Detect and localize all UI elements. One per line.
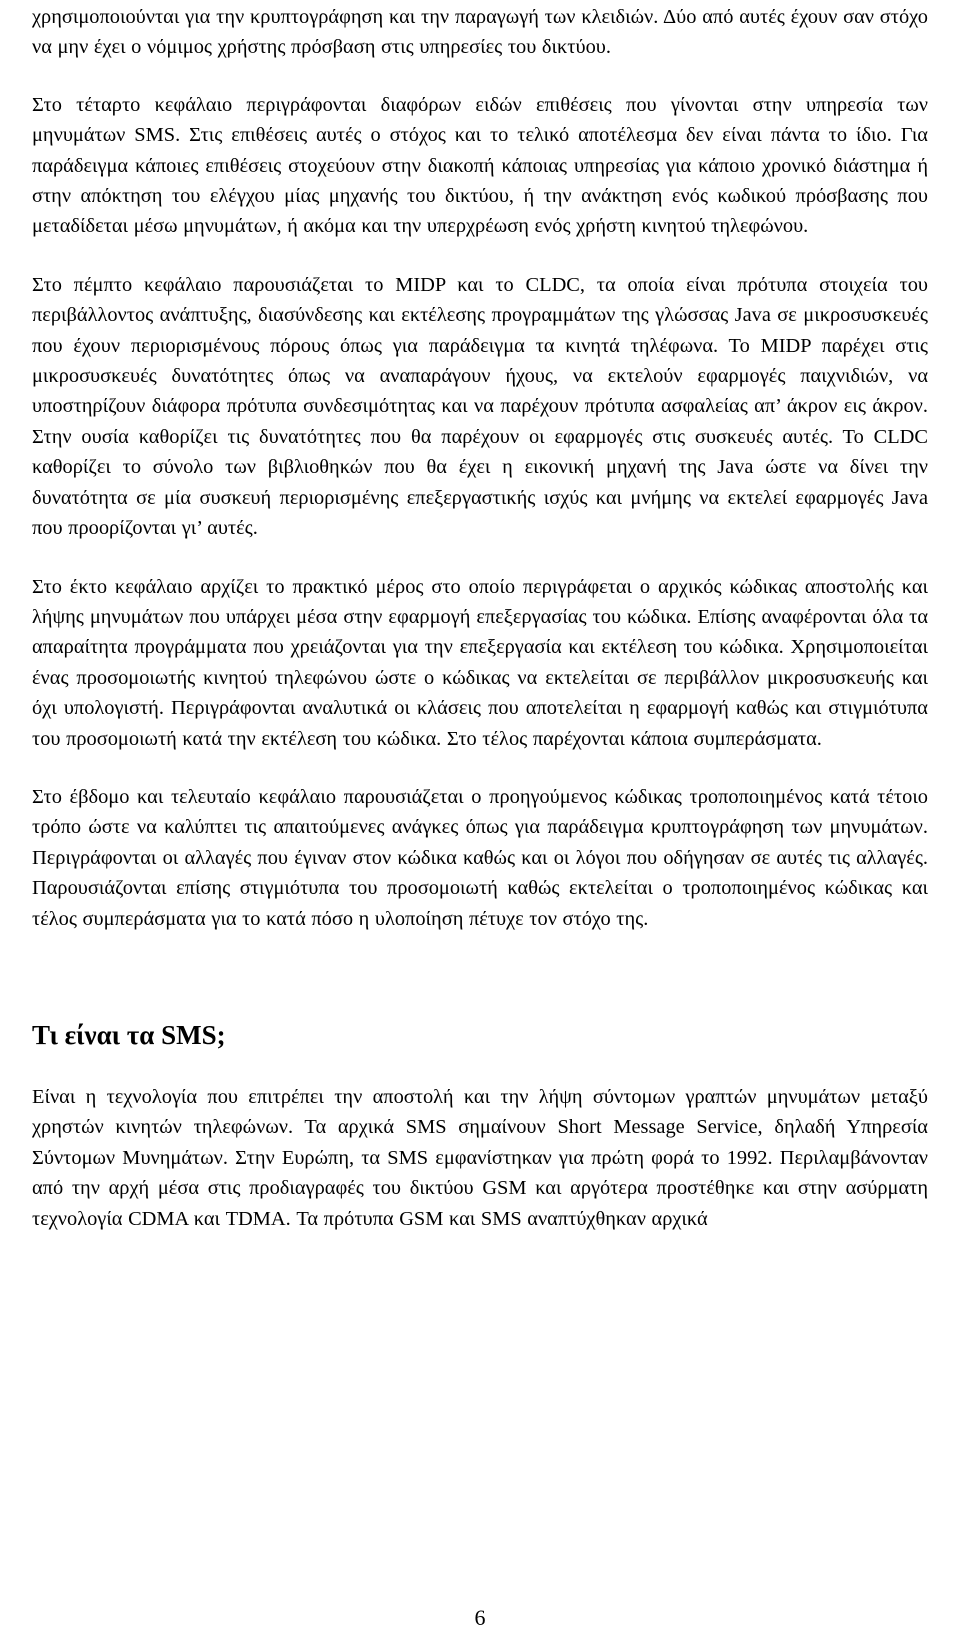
section-heading-sms: Τι είναι τα SMS; (32, 1019, 226, 1050)
document-page (32, 0, 928, 1234)
paragraph-chapter-7: Στο έβδομο και τελευταίο κεφάλαιο παρουσιάζεται ο προηγούμενος κώδικας τροποποιημένος κατά τέτοιο τρόπο ώστε να καλύπτει τις απαιτούμενες ανάγκες όπως για παράδειγμα κρυπτογράφηση των μηνυμάτων. Περιγράφονται οι αλλαγές που έγιναν στον κώδικα καθώς και οι λόγοι που οδήγησαν σε αυτές τις αλλαγές. Παρουσιάζονται επίσης στιγμιότυπα του προσομοιωτή καθώς εκτελείται ο τροποποιημένος κώδικας και τέλος συμπεράσματα για το κατά πόσο η υλοποίηση πέτυχε τον στόχο της. (32, 785, 928, 930)
paragraph-chapter-4: Στο τέταρτο κεφάλαιο περιγράφονται διαφόρων ειδών επιθέσεις που γίνονται στην υπηρεσία των μηνυμάτων SMS. Στις επιθέσεις αυτές ο στόχος και το τελικό αποτέλεσμα δεν είναι πάντα το ίδιο. Για παράδειγμα κάποιες επιθέσεις στοχεύουν στην διακοπή κάποιας υπηρεσίας για κάποιο χρονικό διάστημα ή στην απόκτηση του ελέγχου μίας μηχανής του δικτύου, ή την ανάκτηση ενός κωδικού πρόσβασης που μεταδίδεται μέσω μηνυμάτων, ή ακόμα και την υπερχρέωση ενός χρήστη κινητού τηλεφώνου. (32, 93, 928, 238)
paragraph-chapter-6: Στο έκτο κεφάλαιο αρχίζει το πρακτικό μέρος στο οποίο περιγράφεται ο αρχικός κώδικας αποστολής και λήψης μηνυμάτων που υπάρχει μέσα στην εφαρμογή επεξεργασίας του κώδικα. Επίσης αναφέρονται όλα τα απαραίτητα προγράμματα που χρειάζονται για την επεξεργασία και εκτέλεση του κώδικα. Χρησιμοποιείται ένας προσομοιωτής κινητού τηλεφώνου ώστε ο κώδικας να εκτελείται σε περιβάλλον μικροσυσκευής και όχι υπολογιστή. Περιγράφονται αναλυτικά οι κλάσεις που αποτελείται η εφαρμογή καθώς και στιγμιότυπα του προσομοιωτή κατά την εκτέλεση του κώδικα. Στο τέλος παρέχονται κάποια συμπεράσματα. (32, 575, 928, 750)
paragraph-chapter-5: Στο πέμπτο κεφάλαιο παρουσιάζεται το MIDP και το CLDC, τα οποία είναι πρότυπα στοιχεία του περιβάλλοντος ανάπτυξης, διασύνδεσης και εκτέλεσης προγραμμάτων της γλώσσας Java σε μικροσυσκευές που έχουν περιορισμένους πόρους όπως για παράδειγμα τα κινητά τηλέφωνα. Το MIDP παρέχει στις μικροσυσκευές δυνατότητες όπως να αναπαράγουν ήχους, να εκτελούν εφαρμογές παιχνιδιών, να υποστηρίζουν διάφορα πρότυπα συνδεσιμότητας και να παρέχουν πρότυπα ασφαλείας απ’ άκρον εις άκρον. Στην ουσία καθορίζει τις δυνατότητες που θα παρέχουν οι εφαρμογές στις συσκευές αυτές. Το CLDC καθορίζει το σύνολο των βιβλιοθηκών που θα έχει η εικονική μηχανή της Java ώστε να δίνει την δυνατότητα σε μία συσκευή περιορισμένης επεξεργαστικής ισχύς και μνήμης να εκτελεί εφαρμογές Java που προορίζονται γι’ αυτές. (32, 273, 928, 540)
paragraph-sms-intro: Είναι η τεχνολογία που επιτρέπει την αποστολή και την λήψη σύντομων γραπτών μηνυμάτων μεταξύ χρηστών κινητών τηλεφώνων. Τα αρχικά SMS σημαίνουν Short Message Service, δηλαδή Υπηρεσία Σύντομων Μυνημάτων. Στην Ευρώπη, τα SMS εμφανίστηκαν για πρώτη φορά το 1992. Περιλαμβάνονταν από την αρχή μέσα στις προδιαγραφές του δικτύου GSM και αργότερα προστέθηκε και στην ασύρματη τεχνολογία CDMA και TDMA. Τα πρότυπα GSM και SMS αναπτύχθηκαν αρχικά (32, 1085, 928, 1230)
page-number: 6 (474, 1605, 486, 1630)
paragraph-intro-tail: χρησιμοποιούνται για την κρυπτογράφηση και την παραγωγή των κλειδιών. Δύο από αυτές έχουν σαν στόχο να μην έχει ο νόμιμος χρήστης πρόσβαση στις υπηρεσίες του δικτύου. (32, 6, 928, 59)
